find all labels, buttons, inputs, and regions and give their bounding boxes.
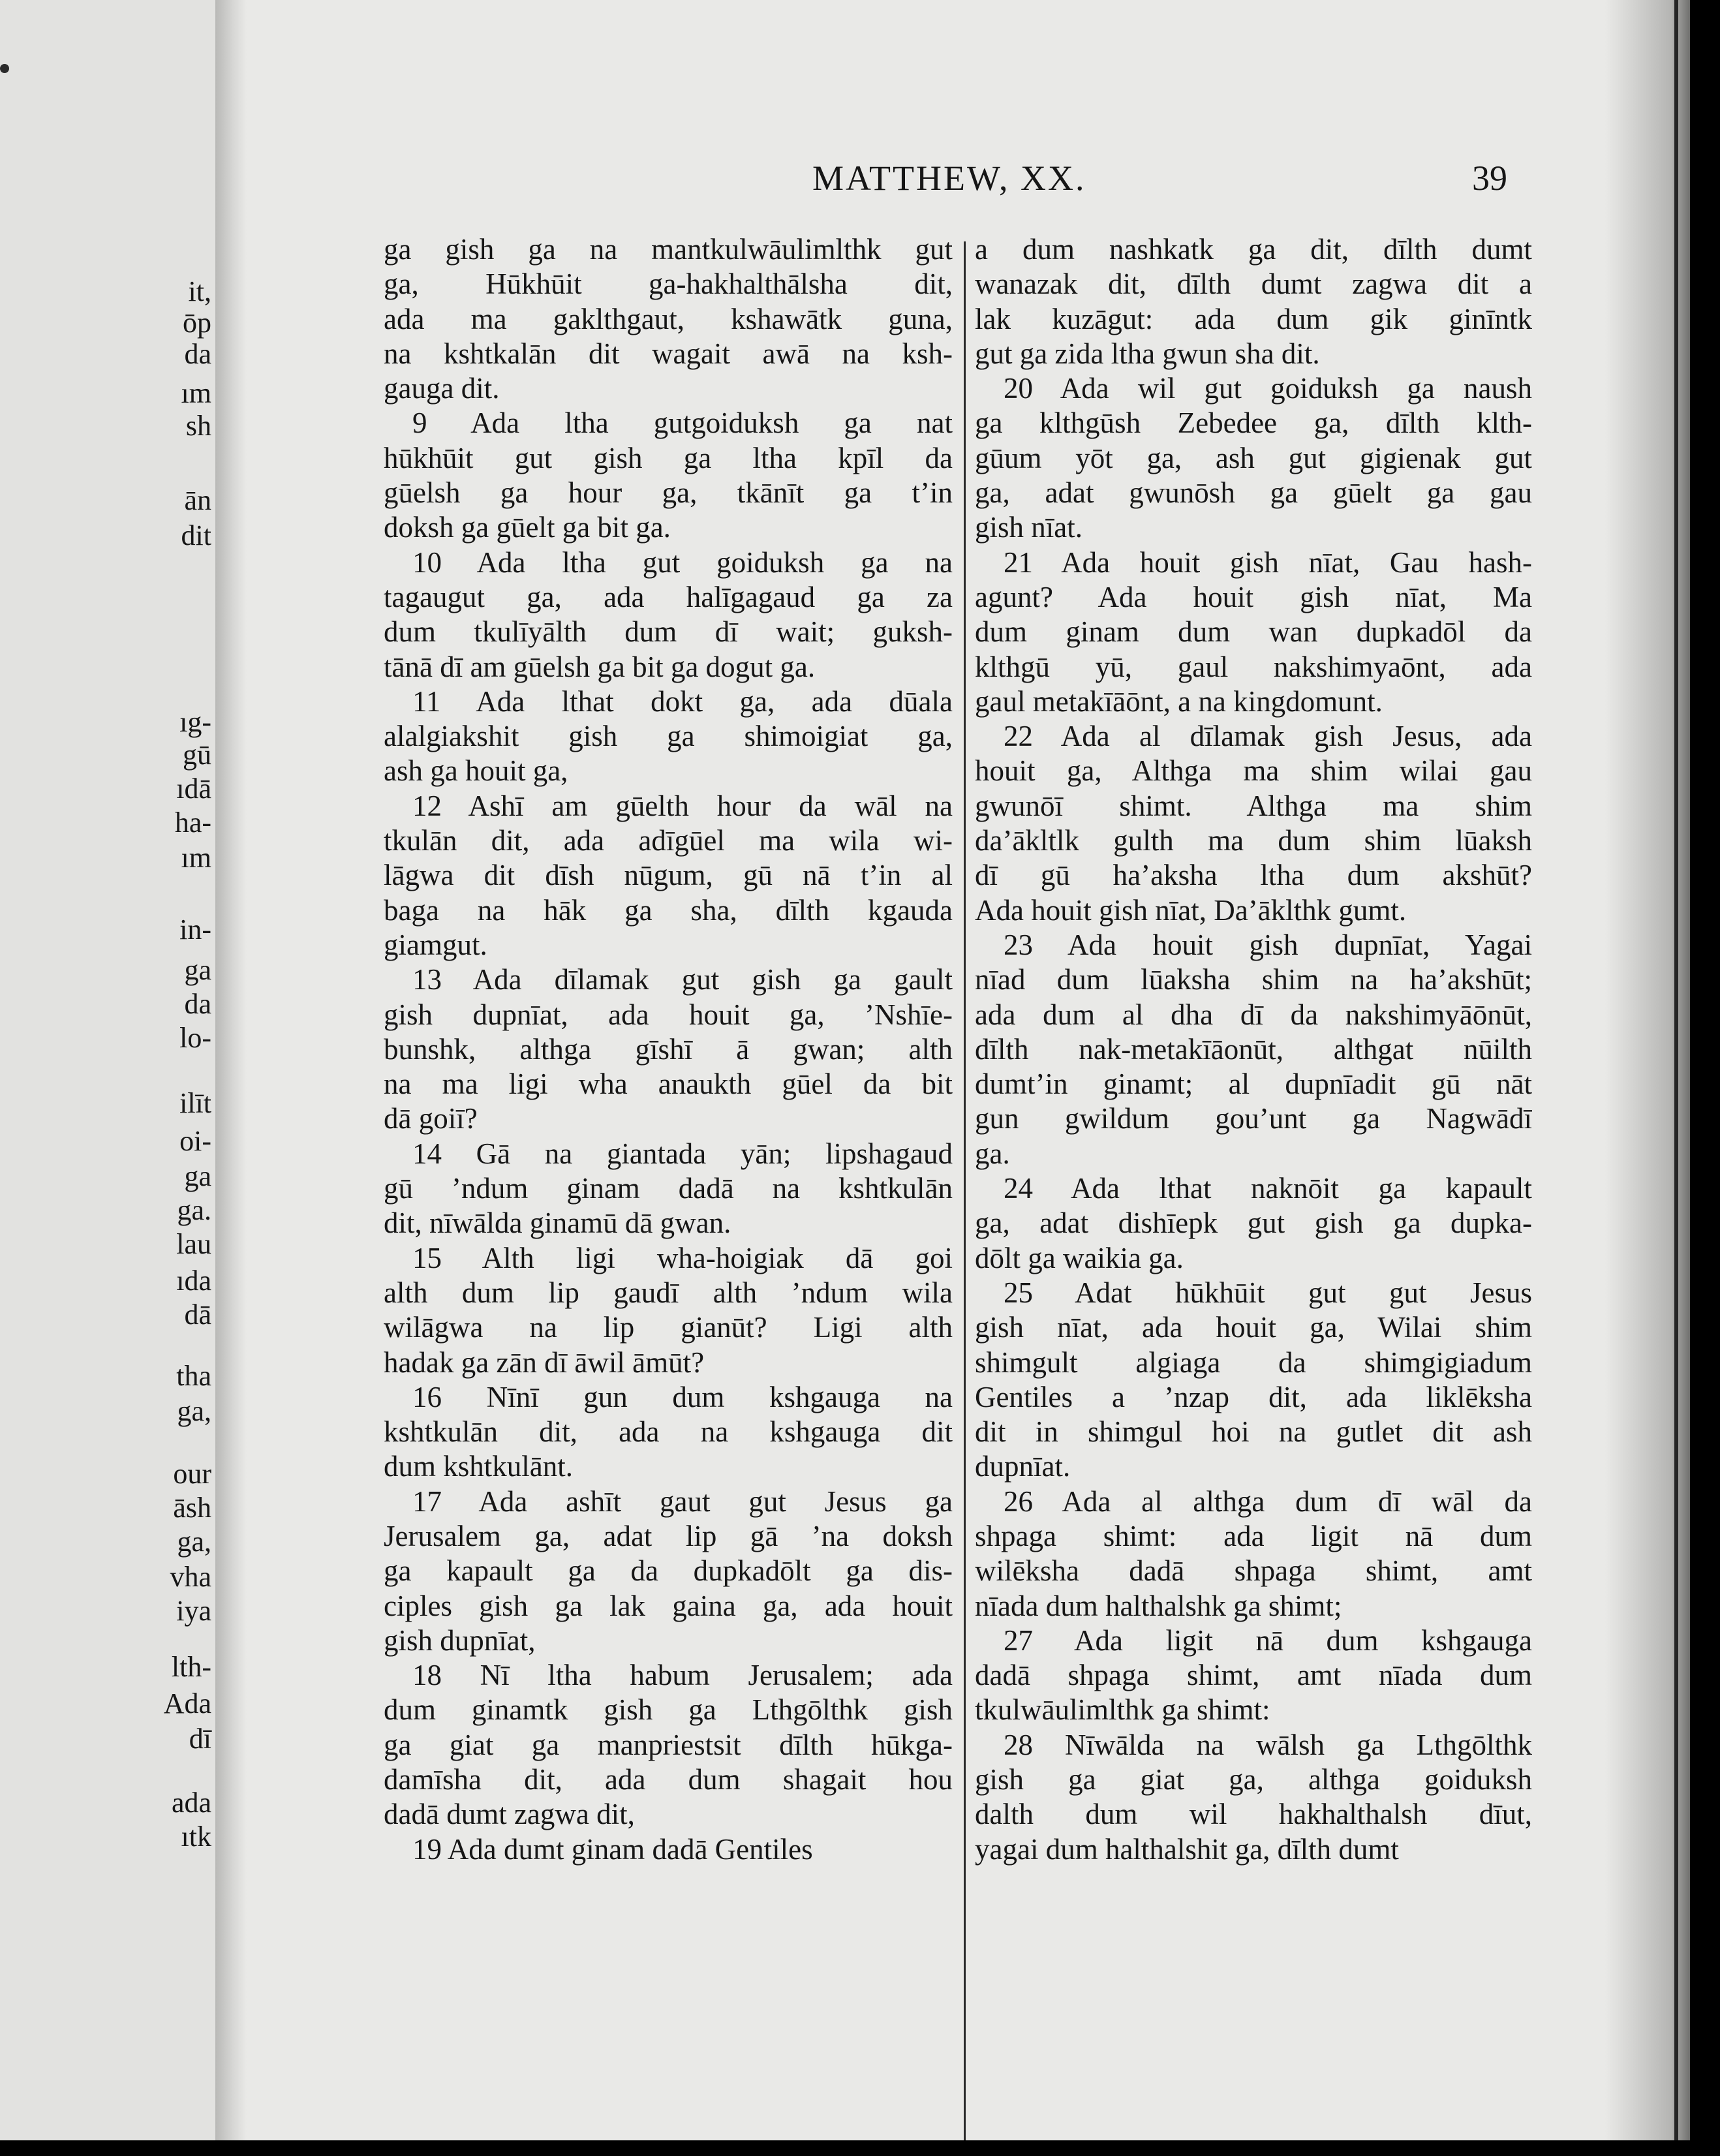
text-line: ga gish ga na mantkulwāulimlthk gut <box>384 233 953 266</box>
text-line: wanazak dit, dīlth dumt zagwa dit a <box>975 268 1532 301</box>
facing-page-fragment: in- <box>179 914 211 946</box>
text-line: dupnīat. <box>975 1450 1071 1483</box>
facing-page-fragment: da <box>184 338 211 370</box>
text-line: gish nīat. <box>975 511 1083 544</box>
text-line: gun gwildum gou’unt ga Nagwādī <box>975 1102 1532 1135</box>
text-line: houit ga, Althga ma shim wilai gau <box>975 754 1532 788</box>
text-column-right <box>975 232 1532 1867</box>
text-line: giamgut. <box>384 928 487 961</box>
text-line: 25 Adat hūkhūit gut gut Jesus <box>1004 1276 1532 1309</box>
text-line: dumt’in ginamt; al dupnīadit gū nāt <box>975 1068 1532 1101</box>
text-line: wilēksha dadā shpaga shimt, amt <box>975 1554 1532 1588</box>
text-line: ga, Hūkhūit ga-hakhalthālsha dit, <box>384 268 953 301</box>
text-line: ga klthgūsh Zebedee ga, dīlth klth- <box>975 407 1532 440</box>
facing-page-fragment: ım <box>181 842 211 874</box>
text-line: lāgwa dit dīsh nūgum, gū nā t’in al <box>384 859 953 892</box>
text-line: lak kuzāgut: ada dum gik ginīntk <box>975 302 1532 335</box>
text-line: dum ginamtk gish ga Lthgōlthk gish <box>384 1693 953 1727</box>
text-line: 12 Ashī am gūelth hour da wāl na <box>412 789 953 822</box>
text-line: dī gū ha’aksha ltha dum akshūt? <box>975 859 1532 892</box>
text-line: ciples gish ga lak gaina ga, ada houit <box>384 1589 953 1622</box>
text-line: 18 Nī ltha habum Jerusalem; ada <box>412 1659 953 1692</box>
facing-page-fragment: gū <box>183 739 211 771</box>
text-line: gū ’ndum ginam dadā na kshtkulān <box>384 1172 953 1205</box>
text-line: kshtkulān dit, ada na kshgauga dit <box>384 1415 953 1449</box>
text-line: 16 Nīnī gun dum kshgauga na <box>412 1380 953 1413</box>
text-line: dadā dumt zagwa dit, <box>384 1798 635 1831</box>
facing-page-fragment: ilīt <box>179 1087 211 1119</box>
facing-page-edge <box>0 0 215 2140</box>
text-line: ga giat ga manpriestsit dīlth hūkga- <box>384 1728 953 1761</box>
text-line: baga na hāk ga sha, dīlth kgauda <box>384 893 953 927</box>
facing-page-fragment: lth- <box>171 1651 211 1683</box>
text-line: gut ga zida ltha gwun sha dit. <box>975 337 1320 370</box>
text-line: dum kshtkulānt. <box>384 1450 573 1483</box>
text-line: Gentiles a ’nzap dit, ada liklēksha <box>975 1380 1532 1413</box>
text-line: hadak ga zān dī āwil āmūt? <box>384 1346 705 1379</box>
text-line: 23 Ada houit gish dupnīat, Yagai <box>1004 928 1532 961</box>
text-line: gwunōī shimt. Althga ma shim <box>975 789 1532 822</box>
facing-page-fragment: sh <box>185 410 211 442</box>
text-line: ash ga houit ga, <box>384 754 568 788</box>
text-line: ga. <box>975 1137 1010 1170</box>
facing-page-fragment: ān <box>184 484 211 516</box>
page-edge-line <box>1674 0 1678 2140</box>
text-line: ada dum al dha dī da nakshimyāōnūt, <box>975 998 1532 1031</box>
facing-page-fragment: vha <box>170 1561 211 1593</box>
text-line: gish nīat, ada houit ga, Wilai shim <box>975 1311 1532 1344</box>
text-line: dōlt ga waikia ga. <box>975 1241 1184 1274</box>
facing-page-fragment: ım <box>181 377 211 409</box>
facing-page-fragment: ha- <box>174 807 211 839</box>
text-column-left <box>384 232 953 1867</box>
facing-page-fragment: ōp <box>183 307 211 339</box>
text-line: gish dupnīat, ada houit ga, ’Nshīe- <box>384 998 953 1031</box>
facing-page-fragment: tha <box>176 1360 211 1392</box>
text-line: dit in shimgul hoi na gutlet dit ash <box>975 1415 1532 1449</box>
facing-page-fragment: it, <box>188 275 211 307</box>
text-line: 27 Ada ligit nā dum kshgauga <box>1004 1624 1532 1657</box>
facing-page-fragment: iya <box>176 1595 211 1627</box>
text-line: bunshk, althga gīshī ā gwan; alth <box>384 1032 953 1066</box>
text-line: tkulān dit, ada adīgūel ma wila wi- <box>384 824 953 857</box>
facing-page-fragment: lau <box>176 1228 211 1260</box>
text-line: gish ga giat ga, althga goiduksh <box>975 1763 1532 1796</box>
text-line: yagai dum halthalshit ga, dīlth dumt <box>975 1832 1399 1866</box>
text-line: wilāgwa na lip gianūt? Ligi alth <box>384 1311 953 1344</box>
text-line: ga kapault ga da dupkadōlt ga dis- <box>384 1554 953 1588</box>
facing-page-fragment: ga. <box>177 1194 211 1226</box>
text-line: nīad dum lūaksha shim na ha’akshūt; <box>975 963 1532 996</box>
facing-page-fragment: ıg- <box>179 706 211 738</box>
text-line: klthgū yū, gaul nakshimyaōnt, ada <box>975 650 1532 683</box>
text-line: 22 Ada al dīlamak gish Jesus, ada <box>1004 720 1532 753</box>
text-line: na ma ligi wha anaukth gūel da bit <box>384 1068 953 1101</box>
running-head: MATTHEW, XX. <box>812 159 1086 198</box>
text-line: gaul metakīāōnt, a na kingdomunt. <box>975 685 1383 718</box>
text-line: tagaugut ga, ada halīgagaud ga za <box>384 580 953 613</box>
text-line: alalgiakshit gish ga shimoigiat ga, <box>384 720 953 753</box>
facing-page-fragment: ıtk <box>181 1821 211 1853</box>
text-line: ga, adat dishīepk gut gish ga dupka- <box>975 1207 1532 1240</box>
column-rule <box>964 241 966 2140</box>
text-line: shpaga shimt: ada ligit nā dum <box>975 1519 1532 1552</box>
facing-page-fragment: ga, <box>177 1526 211 1558</box>
facing-page-fragment: our <box>173 1458 211 1490</box>
text-line: 13 Ada dīlamak gut gish ga gault <box>412 963 953 996</box>
text-line: ga, adat gwunōsh ga gūelt ga gau <box>975 476 1532 510</box>
facing-page-fragment: ıdā <box>176 773 211 805</box>
text-line: alth dum lip gaudī alth ’ndum wila <box>384 1276 953 1309</box>
facing-page-fragment: ga <box>184 1160 211 1192</box>
text-line: dum tkulīyālth dum dī wait; guksh- <box>384 615 953 649</box>
text-line: agunt? Ada houit gish nīat, Ma <box>975 580 1532 613</box>
text-line: a dum nashkatk ga dit, dīlth dumt <box>975 233 1532 266</box>
text-line: doksh ga gūelt ga bit ga. <box>384 511 671 544</box>
text-line: dalth dum wil hakhalthalsh dīut, <box>975 1798 1532 1831</box>
text-line: 20 Ada wil gut goiduksh ga naush <box>1004 372 1532 405</box>
text-line: dā goiī? <box>384 1102 478 1135</box>
text-line: da’ākltlk gulth ma dum shim lūaksh <box>975 824 1532 857</box>
text-line: 17 Ada ashīt gaut gut Jesus ga <box>412 1485 953 1518</box>
facing-page-fragment: ga <box>184 954 211 986</box>
facing-page-fragment: āsh <box>173 1492 211 1524</box>
facing-page-fragment: ga, <box>177 1395 211 1427</box>
text-line: 9 Ada ltha gutgoiduksh ga nat <box>412 407 953 440</box>
text-line: tānā dī am gūelsh ga bit ga dogut ga. <box>384 650 816 683</box>
text-line: 15 Alth ligi wha-hoigiak dā goi <box>412 1241 953 1274</box>
ink-spot <box>0 64 9 73</box>
facing-page-fragment: ada <box>171 1787 211 1819</box>
facing-page-fragment: dī <box>189 1723 211 1755</box>
facing-page-fragment: dā <box>184 1299 211 1331</box>
facing-page-fragment: dit <box>181 519 211 551</box>
text-line: 19 Ada dumt ginam dadā Gentiles <box>412 1832 813 1866</box>
text-line: 24 Ada lthat naknōit ga kapault <box>1004 1172 1532 1205</box>
text-line: dum ginam dum wan dupkadōl da <box>975 615 1532 649</box>
text-line: 28 Nīwālda na wālsh ga Lthgōlthk <box>1004 1728 1532 1761</box>
text-line: hūkhūit gut gish ga ltha kpīl da <box>384 441 953 474</box>
text-line: 26 Ada al althga dum dī wāl da <box>1004 1485 1532 1518</box>
facing-page-fragment: ıda <box>176 1265 211 1297</box>
text-line: shimgult algiaga da shimgigiadum <box>975 1346 1532 1379</box>
text-line: ada ma gaklthgaut, kshawātk guna, <box>384 302 953 335</box>
text-line: 11 Ada lthat dokt ga, ada dūala <box>412 685 953 718</box>
facing-page-fragment: da <box>184 988 211 1020</box>
page-gutter <box>215 0 247 2140</box>
text-line: gūelsh ga hour ga, tkānīt ga t’in <box>384 476 953 510</box>
text-line: na kshtkalān dit wagait awā na ksh- <box>384 337 953 370</box>
text-line: nīada dum halthalshk ga shimt; <box>975 1589 1342 1622</box>
text-line: damīsha dit, ada dum shagait hou <box>384 1763 953 1796</box>
text-line: 10 Ada ltha gut goiduksh ga na <box>412 546 953 579</box>
text-line: gūum yōt ga, ash gut gigienak gut <box>975 441 1532 474</box>
text-line: tkulwāulimlthk ga shimt: <box>975 1693 1270 1727</box>
facing-page-fragment: Ada <box>163 1687 211 1719</box>
facing-page-fragment: lo- <box>179 1022 211 1054</box>
text-line: dadā shpaga shimt, amt nīada dum <box>975 1659 1532 1692</box>
text-line: dīlth nak-metakīāonūt, althgat nūilth <box>975 1032 1532 1066</box>
text-line: dit, nīwālda ginamū dā gwan. <box>384 1207 731 1240</box>
page-number: 39 <box>1472 159 1507 198</box>
text-line: gish dupnīat, <box>384 1624 536 1657</box>
text-line: Ada houit gish nīat, Da’āklthk gumt. <box>975 893 1407 927</box>
facing-page-fragment: oi- <box>179 1125 211 1157</box>
text-line: Jerusalem ga, adat lip gā ’na doksh <box>384 1519 953 1552</box>
text-line: 14 Gā na giantada yān; lipshagaud <box>412 1137 953 1170</box>
text-line: 21 Ada houit gish nīat, Gau hash- <box>1004 546 1532 579</box>
text-line: gauga dit. <box>384 372 500 405</box>
